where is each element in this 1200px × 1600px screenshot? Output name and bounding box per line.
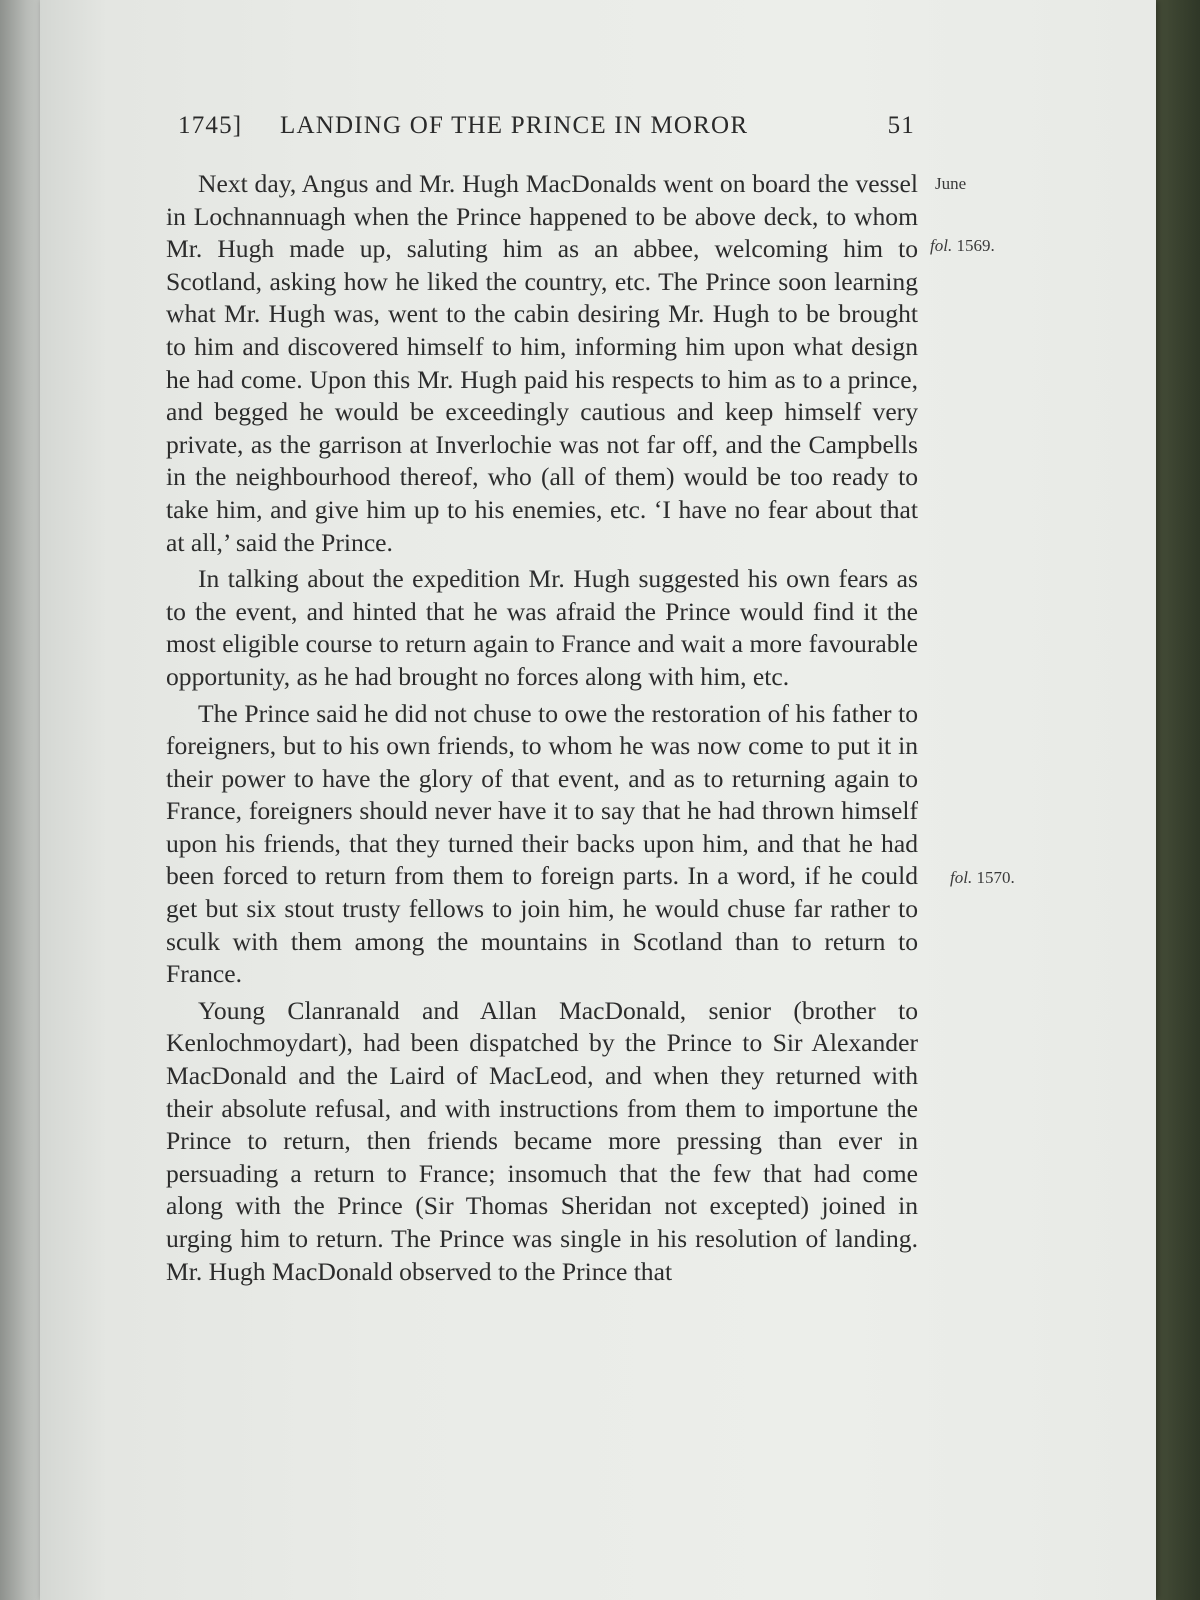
folio-label: fol. <box>930 236 953 255</box>
header-title: LANDING OF THE PRINCE IN MOROR <box>280 112 749 139</box>
paragraph-3: The Prince said he did not chuse to owe the restoration of his father to foreigners, but to his own friends, to whom he was now come to put it in their power to have the glory of that event, and as to returning again to France, foreigners should never have it to say that he had thrown himself upon his friends, that they turned their backs upon him, and that he had been forced to return from them to foreign parts. In a word, if he could get but six stout trusty fellows to join him, he would chuse far rather to sculk with them among the mountains in Scotland than to return to France. <box>166 698 918 989</box>
page-number: 51 <box>887 112 915 139</box>
paragraph-2: In talking about the expedition Mr. Hugh suggested his own fears as to the event, and hinted that he was afraid the Prince would find it the most eligible course to return again to France and wait a more favourable opportunity, as he had brought no forces along with him, etc. <box>166 564 918 691</box>
paragraph-1: Next day, Angus and Mr. Hugh MacDonalds went on board the vessel in Lochnannuagh when the Prince happened to be above deck, to whom Mr. Hugh made up, saluting him as an abbee, welcoming him to Scotland, asking how he liked the country, etc. The Prince soon learning what Mr. Hugh was, went to the cabin desiring Mr. Hugh to be brought to him and discovered himself to him, informing him upon what design he had come. Upon this Mr. Hugh paid his respects to him as to a prince, and begged he would be exceedingly cautious and keep himself very private, as the garrison at Inverlochie was not far off, and the Campbells in the neighbourhood thereof, who (all of them) would be too ready to take him, and give him up to his enemies, etc. ‘I have no fear about that at all,’ said the Prince. <box>166 169 918 557</box>
paragraph-4: Young Clanranald and Allan MacDonald, senior (brother to Kenlochmoydart), had been dispatched by the Prince to Sir Alexander MacDonald and the Laird of MacLeod, and when they returned with their absolute refusal, and with instructions from them to importune the Prince to return, then friends became more pressing than ever in persuading a return to France; insomuch that the few that had come along with the Prince (Sir Thomas Sheridan not excepted) joined in urging him to return. The Prince was single in his resolution of landing. Mr. Hugh MacDonald observed to the Prince that <box>166 995 918 1286</box>
margin-note-folio-1570 <box>950 868 1015 888</box>
margin-note-june: June <box>935 174 967 193</box>
body-text <box>166 168 918 1292</box>
folio-number: 1569. <box>956 236 995 255</box>
margin-note-folio-1569 <box>930 236 995 256</box>
header-year: 1745] <box>178 112 243 139</box>
folio-label: fol. <box>950 868 973 887</box>
folio-number: 1570. <box>976 868 1015 887</box>
